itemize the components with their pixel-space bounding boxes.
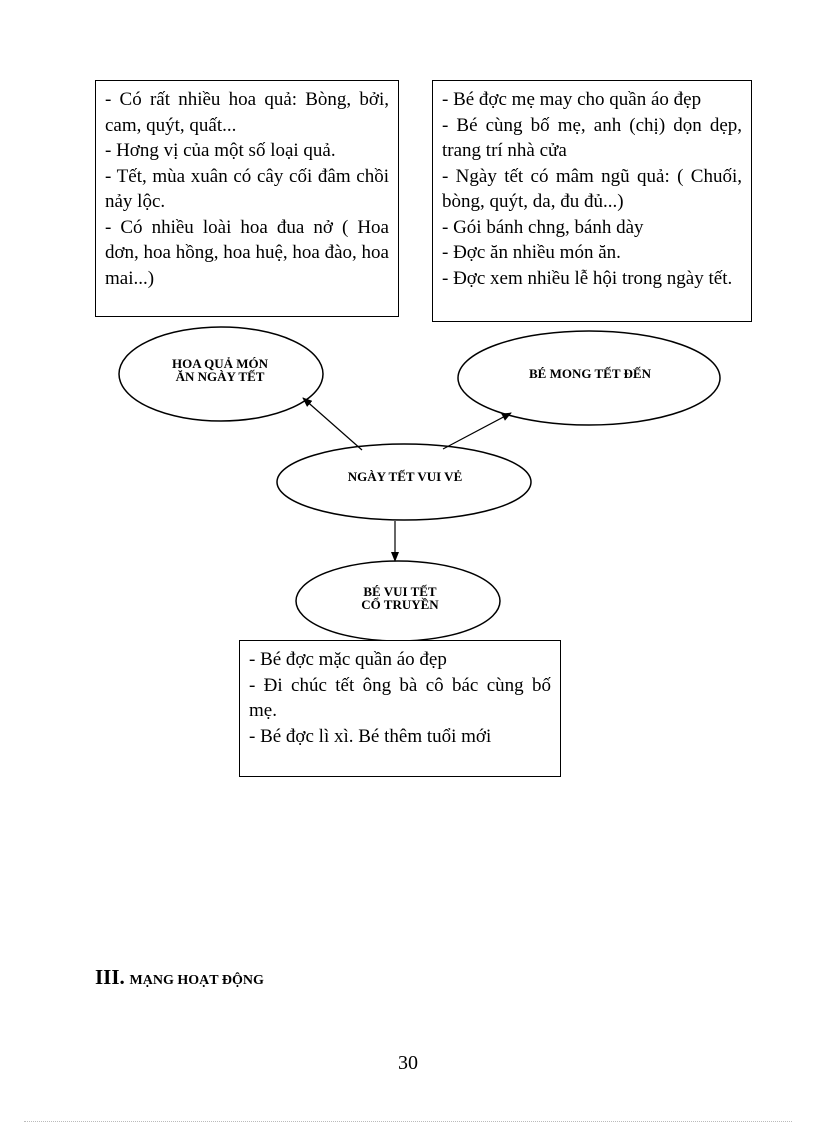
node-label-line: ĂN NGÀY TẾT	[175, 369, 265, 384]
box-line: - Đợc xem nhiều lễ hội trong ngày tết.	[442, 267, 733, 289]
arrow-to-hoa-qua	[303, 398, 362, 450]
node-label-line: HOA QUẢ MÓN	[171, 356, 269, 371]
node-label-hoa-qua	[140, 357, 300, 383]
box-line: - Bé cùng bố mẹ, anh (chị) dọn dẹp, trang trí nhà cửa	[442, 114, 742, 161]
node-label-line: BÉ VUI TẾT	[363, 584, 437, 599]
node-label-line: CỔ TRUYỀN	[361, 597, 439, 612]
node-label-center: NGÀY TẾT VUI VẺ	[347, 469, 463, 484]
box-line: - Hơng vị của một số loại quả.	[105, 140, 336, 161]
box-line: - Bé đợc lì xì. Bé thêm tuổi mới	[249, 725, 492, 747]
page-number: 30	[398, 1052, 418, 1074]
box-line: - Tết, mùa xuân có cây cối đâm chồi nảy lộc.	[105, 165, 389, 212]
box-line: - Đợc ăn nhiều món ăn.	[442, 242, 621, 263]
box-line: - Đi chúc tết ông bà cô bác cùng bố mẹ.	[249, 674, 551, 721]
arrow-to-be-mong	[443, 413, 511, 449]
section-number: III.	[95, 965, 125, 989]
node-label-be-vui	[320, 585, 480, 611]
box-line: - Có rất nhiều hoa quả: Bòng, bởi, cam, quýt, quất...	[105, 89, 389, 136]
box-line: - Gói bánh chng, bánh dày	[442, 216, 644, 238]
box-line: - Bé đợc mẹ may cho quần áo đẹp	[442, 89, 702, 110]
content-box-happy-tet	[239, 640, 561, 777]
box-line: - Bé đợc mặc quần áo đẹp	[249, 649, 447, 670]
bottom-divider	[24, 1121, 792, 1122]
section-title: MẠNG HOẠT ĐỘNG	[129, 973, 264, 988]
box-line: - Ngày tết có mâm ngũ quả: ( Chuối, bòng, quýt, da, đu đủ...)	[442, 165, 742, 212]
box-line: - Có nhiều loài hoa đua nở ( Hoa dơn, hoa hồng, hoa huệ, hoa đào, hoa mai...)	[105, 216, 389, 289]
node-label-be-mong: BÉ MONG TẾT ĐẾN	[529, 366, 651, 381]
section-heading	[95, 965, 264, 990]
